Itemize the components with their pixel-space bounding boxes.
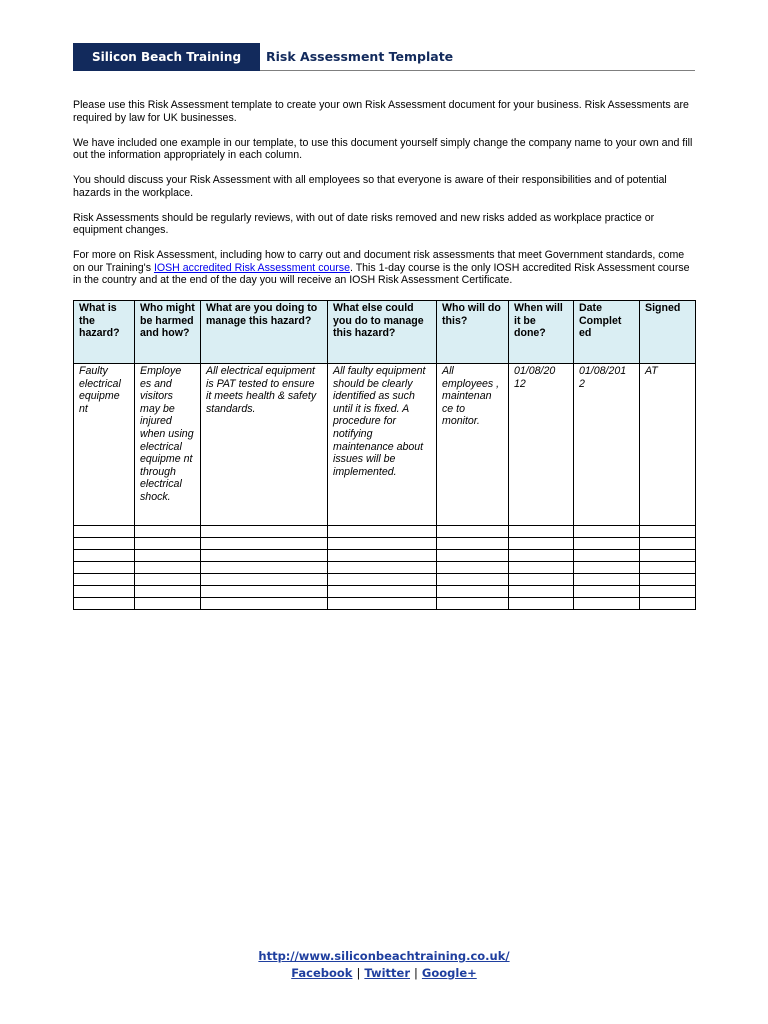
- empty-cell[interactable]: [328, 550, 437, 562]
- intro-paragraph-4: Risk Assessments should be regularly reviews, with out of date risks removed and new risks added as workplace practice or equipment changes.: [73, 211, 655, 236]
- footer-separator: |: [414, 966, 418, 980]
- website-link[interactable]: http://www.siliconbeachtraining.co.uk/: [258, 949, 510, 963]
- empty-cell[interactable]: [437, 526, 509, 538]
- empty-cell[interactable]: [437, 538, 509, 550]
- empty-cell[interactable]: [135, 538, 201, 550]
- intro-p5-after: . This 1-day course is the only IOSH accredited Risk Assessment course in the country and at the end of the day you will receive an IOSH Risk Assessment Certificate.: [73, 261, 690, 286]
- empty-cell[interactable]: [640, 526, 696, 538]
- risk-assessment-table: [73, 300, 696, 610]
- google-plus-link[interactable]: Google+: [421, 966, 477, 980]
- empty-cell[interactable]: [437, 550, 509, 562]
- table-header-row: [74, 301, 696, 364]
- cell-current-controls[interactable]: All electrical equipment is PAT tested to ensure it meets health & safety standards.: [201, 364, 328, 526]
- empty-cell[interactable]: [201, 598, 328, 610]
- col-header-who-will-do: Who will do this?: [437, 301, 509, 364]
- cell-when[interactable]: 01/08/20 12: [509, 364, 574, 526]
- intro-paragraph-3: You should discuss your Risk Assessment with all employees so that everyone is aware of their responsibilities and of potential hazards in the workplace.: [73, 174, 667, 199]
- table-row: [74, 574, 696, 586]
- intro-paragraph-2: We have included one example in our template, to use this document yourself simply change the company name to your own and fill out the information appropriately in each column.: [73, 136, 693, 161]
- col-header-hazard: What is the hazard?: [74, 301, 135, 364]
- intro-paragraph-1: Please use this Risk Assessment template to create your own Risk Assessment document for your business. Risk Assessments are required by law for UK businesses.: [73, 99, 689, 124]
- empty-cell[interactable]: [74, 586, 135, 598]
- empty-cell[interactable]: [74, 598, 135, 610]
- intro-p5-before: For more on Risk Assessment, including how to carry out and document risk assessments that meet Government standards, come on our Training's: [73, 249, 685, 274]
- empty-cell[interactable]: [201, 574, 328, 586]
- empty-cell[interactable]: [135, 574, 201, 586]
- empty-cell[interactable]: [201, 550, 328, 562]
- empty-cell[interactable]: [640, 586, 696, 598]
- col-header-signed: Signed: [640, 301, 696, 364]
- empty-cell[interactable]: [201, 562, 328, 574]
- empty-cell[interactable]: [74, 538, 135, 550]
- empty-cell[interactable]: [328, 538, 437, 550]
- empty-cell[interactable]: [74, 526, 135, 538]
- col-header-who-harmed: Who might be harmed and how?: [135, 301, 201, 364]
- intro-paragraph-5: [73, 249, 695, 287]
- twitter-link[interactable]: Twitter: [364, 966, 410, 980]
- empty-cell[interactable]: [328, 586, 437, 598]
- table-row: [74, 598, 696, 610]
- empty-cell[interactable]: [640, 538, 696, 550]
- col-header-further-actions: What else could you do to manage this hazard?: [328, 301, 437, 364]
- table-row: [74, 538, 696, 550]
- empty-cell[interactable]: [437, 598, 509, 610]
- col-header-current-controls: What are you doing to manage this hazard?: [201, 301, 328, 364]
- empty-cell[interactable]: [135, 526, 201, 538]
- empty-cell[interactable]: [437, 562, 509, 574]
- empty-cell[interactable]: [201, 526, 328, 538]
- empty-cell[interactable]: [201, 586, 328, 598]
- empty-cell[interactable]: [509, 526, 574, 538]
- page-footer: [0, 948, 768, 982]
- table-row: [74, 526, 696, 538]
- empty-cell[interactable]: [135, 562, 201, 574]
- empty-cell[interactable]: [135, 550, 201, 562]
- cell-who-harmed[interactable]: Employe es and visitors may be injured when using electrical equipme nt through electrical shock.: [135, 364, 201, 526]
- empty-cell[interactable]: [509, 598, 574, 610]
- iosh-course-link[interactable]: IOSH accredited Risk Assessment course: [153, 261, 350, 274]
- empty-cell[interactable]: [509, 550, 574, 562]
- cell-further-actions[interactable]: All faulty equipment should be clearly identified as such until it is fixed. A procedure for notifying maintenance about issues will be implemented.: [328, 364, 437, 526]
- empty-cell[interactable]: [574, 526, 640, 538]
- cell-who-will-do[interactable]: All employees , maintenan ce to monitor.: [437, 364, 509, 526]
- empty-cell[interactable]: [574, 574, 640, 586]
- intro-text: [73, 99, 695, 299]
- cell-hazard[interactable]: Faulty electrical equipme nt: [74, 364, 135, 526]
- empty-cell[interactable]: [574, 538, 640, 550]
- empty-cell[interactable]: [437, 574, 509, 586]
- empty-cell[interactable]: [509, 538, 574, 550]
- footer-url-line: [0, 948, 768, 965]
- empty-cell[interactable]: [135, 598, 201, 610]
- empty-cell[interactable]: [574, 550, 640, 562]
- empty-cell[interactable]: [640, 562, 696, 574]
- empty-cell[interactable]: [328, 574, 437, 586]
- empty-cell[interactable]: [437, 586, 509, 598]
- table-row: [74, 364, 696, 526]
- col-header-when: When will it be done?: [509, 301, 574, 364]
- empty-cell[interactable]: [328, 562, 437, 574]
- empty-cell[interactable]: [135, 586, 201, 598]
- document-header: [73, 43, 695, 71]
- empty-cell[interactable]: [640, 550, 696, 562]
- empty-cell[interactable]: [574, 562, 640, 574]
- table-row: [74, 586, 696, 598]
- empty-cell[interactable]: [74, 562, 135, 574]
- brand-label: Silicon Beach Training: [73, 43, 260, 71]
- cell-date-completed[interactable]: 01/08/201 2: [574, 364, 640, 526]
- empty-cell[interactable]: [509, 586, 574, 598]
- empty-cell[interactable]: [74, 574, 135, 586]
- empty-cell[interactable]: [574, 598, 640, 610]
- facebook-link[interactable]: Facebook: [291, 966, 353, 980]
- empty-cell[interactable]: [509, 562, 574, 574]
- cell-signed[interactable]: AT: [640, 364, 696, 526]
- empty-cell[interactable]: [328, 598, 437, 610]
- empty-cell[interactable]: [640, 598, 696, 610]
- table-row: [74, 550, 696, 562]
- empty-cell[interactable]: [328, 526, 437, 538]
- empty-cell[interactable]: [640, 574, 696, 586]
- footer-separator: |: [356, 966, 361, 980]
- empty-cell[interactable]: [201, 538, 328, 550]
- table-row: [74, 562, 696, 574]
- footer-social-links: [0, 965, 768, 982]
- empty-cell[interactable]: [574, 586, 640, 598]
- empty-cell[interactable]: [509, 574, 574, 586]
- empty-cell[interactable]: [74, 550, 135, 562]
- document-title: Risk Assessment Template: [266, 49, 454, 64]
- col-header-date-completed: Date Complet ed: [574, 301, 640, 364]
